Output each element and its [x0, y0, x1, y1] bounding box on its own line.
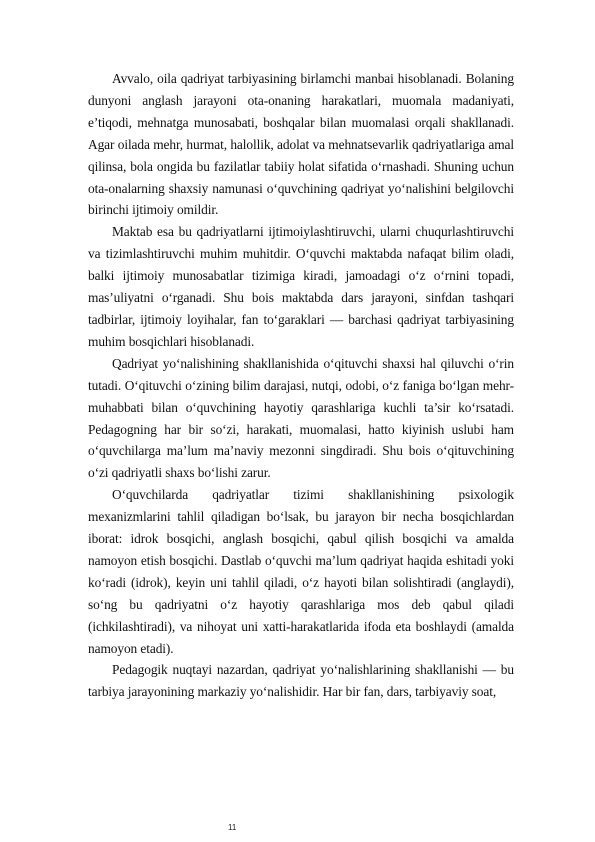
paragraph-3: Qadriyat yo‘nalishining shakllanishida o‘qituvchi shaxsi hal qiluvchi o‘rin tutadi. O‘qituvchi o‘zining bilim darajasi, nutqi, odobi, o‘z faniga bo‘lgan mehr-muhabbati bilan o‘quvchining hayotiy qarashlariga kuchli ta’sir ko‘rsatadi. Pedagogning har bir so‘zi, harakati, muomalasi, hatto kiyinish uslubi ham o‘quvchilarga ma’lum ma’naviy mezonni singdiradi. Shu bois o‘qituvchining o‘zi qadriyatli shaxs bo‘lishi zarur. [88, 355, 514, 481]
paragraph-1: Avvalo, oila qadriyat tarbiyasining birlamchi manbai hisoblanadi. Bolaning dunyoni anglash jarayoni ota-onaning harakatlari, muomala madaniyati, e’tiqodi, mehnatga munosabati, boshqalar bilan muomalasi orqali shakllanadi. Agar oilada mehr, hurmat, halollik, adolat va mehnatsevarlik qadriyatlariga amal qilinsa, bola ongida bu fazilatlar tabiiy holat sifatida o‘rnashadi. Shuning uchun ota-onalarning shaxsiy namunasi o‘quvchining qadriyat yo‘nalishini belgilovchi birinchi ijtimoiy omildir. [88, 71, 514, 218]
paragraph-4: O‘quvchilarda qadriyatlar tizimi shakllanishining psixologik mexanizmlarini tahlil qiladigan bo‘lsak, bu jarayon bir necha bosqichlardan iborat: idrok bosqichi, anglash bosqichi, qabul qilish bosqichi va amalda namoyon etish bosqichi. Dastlab o‘quvchi ma’lum qadriyat haqida eshitadi yoki ko‘radi (idrok), keyin uni tahlil qiladi, o‘z hayoti bilan solishtiradi (anglaydi), so‘ng bu qadriyatni o‘z hayotiy qarashlariga mos deb qabul qiladi (ichkilashtiradi), va nihoyat uni xatti-harakatlarida ifoda eta boshlaydi (amalda namoyon etadi). [88, 487, 514, 656]
paragraph-2: Maktab esa bu qadriyatlarni ijtimoiylashtiruvchi, ularni chuqurlashtiruvchi va tizimlashtiruvchi muhim muhitdir. O‘quvchi maktabda nafaqat bilim oladi, balki ijtimoiy munosabatlar tizimiga kiradi, jamoadagi o‘z o‘rnini topadi, mas’uliyatni o‘rganadi. Shu bois maktabda dars jarayoni, sinfdan tashqari tadbirlar, ijtimoiy loyihalar, fan to‘garaklari — barchasi qadriyat tarbiyasining muhim bosqichlari hisoblanadi. [88, 224, 514, 349]
page-number: 11 [228, 823, 237, 832]
body-text [88, 68, 514, 703]
paragraph-5: Pedagogik nuqtayi nazardan, qadriyat yo‘nalishlarining shakllanishi — bu tarbiya jarayonining markaziy yo‘nalishidir. Har bir fan, dars, tarbiyaviy soat, [88, 662, 514, 700]
